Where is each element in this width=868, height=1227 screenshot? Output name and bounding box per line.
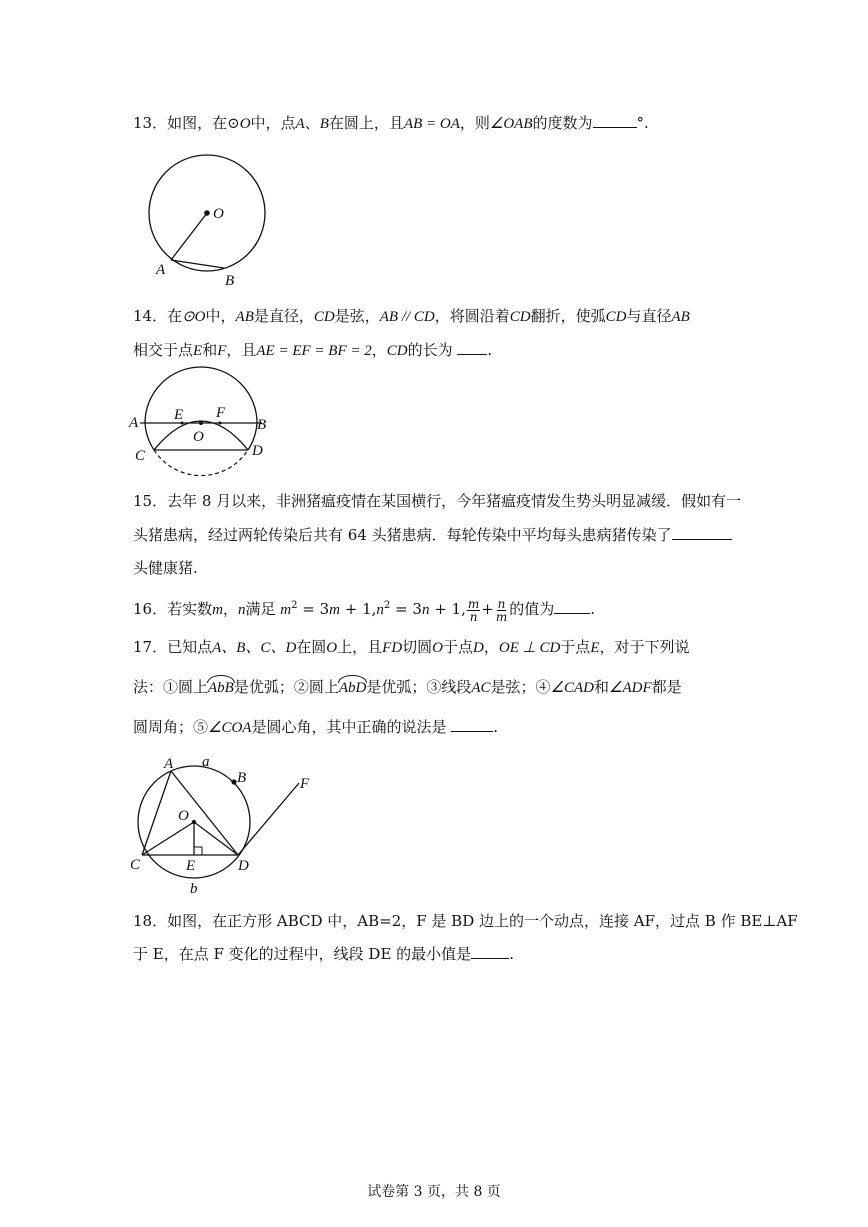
question-16-text: 16．若实数m，n满足 $m^2 = 3m + 1,n^2 = 3n + 1$, $\frac{m}{n}$ + $\frac{n}{m}$ 的值为 . [133,596,596,624]
label-b: B [237,770,247,786]
question-number: 13． [133,114,168,132]
answer-blank[interactable] [672,525,732,540]
label-o: O [193,429,204,445]
page-footer: 试卷第 3 页，共 8 页 [367,1184,501,1200]
figure-q13-circle [140,148,280,290]
question-18-line-1: 18．如图，在正方形 ABCD 中，AB=2，F 是 BD 边上的一个动点，连接 AF，过点 B 作 BE⊥AF [133,912,798,930]
label-d: D [238,858,249,874]
figure-q14-folded-circle [128,362,278,484]
question-number: 17． [133,638,168,656]
answer-blank[interactable] [593,113,637,128]
fraction-m-over-n: $\frac{m}{n}$ [467,596,480,624]
question-15-line-1: 15．去年 8 月以来，非洲猪瘟疫情在某国横行，今年猪瘟疫情发生势头明显减缓．假如有一 [133,492,742,510]
segment-oc [142,822,194,855]
lower-arc-dashed [154,450,248,476]
question-number: 15． [133,492,168,510]
center-point [199,421,203,425]
label-d: D [252,443,263,459]
left-arc [145,423,154,450]
question-15-line-2: 头猪患病，经过两轮传染后共有 64 头猪患病．每轮传染中平均每头患病猪传染了 [133,525,732,545]
label-b: B [257,417,267,433]
arc-abb: AbB [208,680,234,696]
label-arc-b: b [190,881,198,897]
label-o: O [213,206,224,222]
label-f: F [216,405,226,421]
label-a: A [156,262,166,278]
answer-blank[interactable] [554,599,590,614]
label-f: F [300,776,310,792]
question-14-line-1: 14．在⊙O中，AB是直径，CD是弦，AB // CD，将圆沿着CD翻折，使弧CD与直径AB [133,307,690,325]
upper-arc [145,367,257,423]
label-c: C [130,857,141,873]
label-o: O [178,808,189,824]
question-number: 14． [133,307,168,325]
question-17-line-2: 法：①圆上AbB是优弧；②圆上AbD是优弧；③线段AC是弦；④∠CAD和∠ADF都是 [133,678,682,696]
fraction-n-over-m: $\frac{n}{m}$ [495,596,508,624]
segment-oa [171,213,207,260]
answer-blank[interactable] [457,340,487,355]
center-point [192,820,196,824]
question-13-text: 13．如图，在⊙O中，点A、B在圆上，且AB = OA，则∠OAB的度数为 °. [133,114,649,132]
label-c: C [135,448,146,464]
question-number: 16． [133,600,168,618]
label-a: A [164,756,174,772]
question-18-line-2: 于 E，在点 F 变化的过程中，线段 DE 的最小值是 . [133,945,514,963]
question-17-line-1: 17．已知点A、B、C、D在圆O上，且FD切圆O于点D，OE ⊥ CD于点E，对于下列说 [133,638,690,656]
tangent-df [238,783,299,855]
right-angle-mark [194,847,202,855]
label-e: E [186,858,196,874]
arc-abd: AbD [338,680,367,696]
answer-blank[interactable] [471,944,509,959]
point-f [219,422,222,425]
label-arc-a: a [202,754,210,770]
question-14-line-2: 相交于点E和F，且AE = EF = BF = 2，CD的长为 . [133,341,493,359]
label-b: B [225,273,235,289]
label-a: A [129,415,139,431]
question-number: 18． [133,912,168,930]
point-b [231,779,236,784]
figure-q17-circle-tangent [130,752,320,898]
question-17-line-3: 圆周角；⑤∠COA是圆心角，其中正确的说法是 . [133,718,499,736]
question-15-line-3: 头健康猪. [133,559,198,577]
label-e: E [174,407,184,423]
answer-blank[interactable] [451,717,493,732]
chord-ac [142,771,171,855]
